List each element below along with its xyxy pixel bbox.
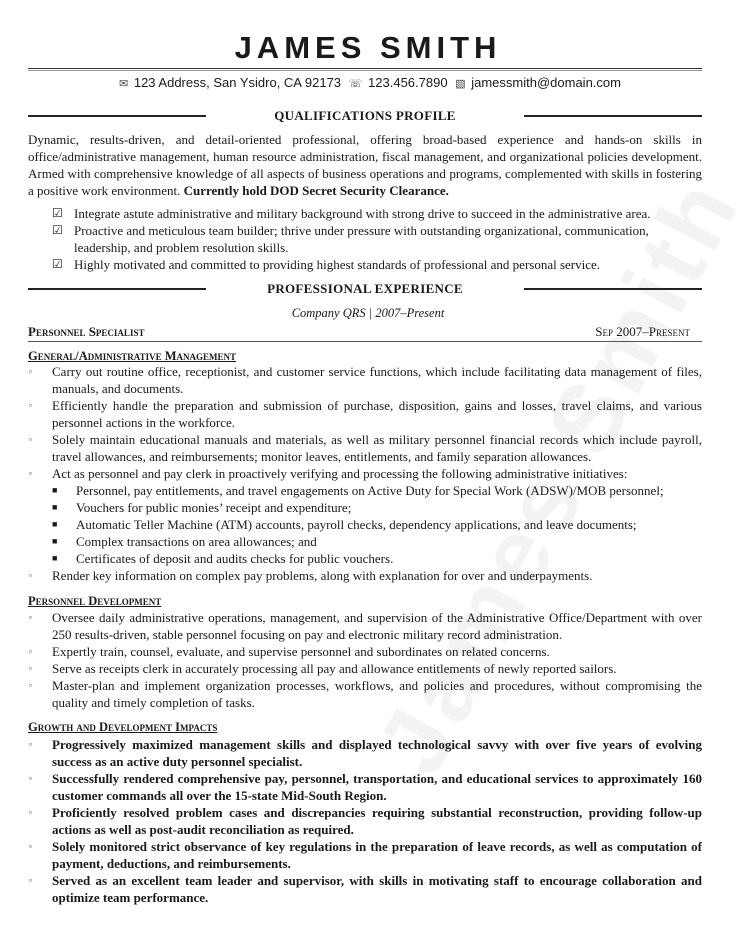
checkbox-icon: ☑ (52, 257, 63, 271)
phone: 123.456.7890 (368, 75, 448, 90)
envelope-icon: ✉ (119, 78, 129, 90)
administrative-initiatives-list (28, 482, 702, 567)
candidate-name: JAMES SMITH (234, 30, 502, 65)
list-item: ■ Vouchers for public monies’ receipt and expenditure; (52, 500, 352, 515)
square-bullet-icon: ▫ (29, 808, 32, 817)
qualifications-summary (28, 131, 702, 199)
general-management-last (28, 567, 702, 584)
list-item: ■ Complex transactions on area allowances; and (52, 534, 317, 549)
company-line: Company QRS | 2007–Present (291, 306, 445, 320)
general-management-bullets (28, 363, 702, 482)
list-item: ▫ Efficiently handle the preparation and submission of purchase, disposition, gains and losses, travel claims, and various personnel actions in the workforce. (29, 398, 702, 430)
summary-text: Dynamic, results-driven, and detail-oriented professional, offering broad-based experience and hands-on skills in office/administrative management, human resource administration, fiscal management, and organizational policies development. Armed with comprehensive knowledge of all aspects of business operations and programs, complemented with skills in fostering a positive work environment. (28, 132, 702, 198)
role-line (28, 324, 702, 342)
square-bullet-icon: ▫ (29, 401, 32, 410)
checkbox-icon: ☑ (52, 206, 63, 220)
list-item: ▫ Render key information on complex pay problems, along with explanation for over and underpayments. (29, 568, 593, 583)
square-bullet-icon: ▫ (29, 367, 32, 376)
contact-line (0, 74, 736, 93)
bullet-icon: ■ (52, 519, 58, 529)
square-bullet-icon: ▫ (29, 842, 32, 851)
name-divider-thin (28, 70, 702, 71)
square-bullet-icon: ▫ (29, 664, 32, 673)
list-item: ▫ Expertly train, counsel, evaluate, and supervise personnel and subordinates on related concerns. (29, 644, 550, 659)
name-divider (28, 68, 702, 69)
checkbox-icon: ☑ (52, 223, 63, 237)
list-item: ▫ Act as personnel and pay clerk in proactively verifying and processing the following administrative initiatives: (29, 466, 628, 481)
list-item: ■ Automatic Teller Machine (ATM) accounts, payroll checks, dependency applications, and leave documents; (52, 517, 637, 532)
job-dates: Sep 2007–Present (595, 324, 690, 339)
qualifications-heading (28, 106, 702, 126)
bullet-icon: ■ (52, 485, 58, 495)
square-bullet-icon: ▫ (29, 469, 32, 478)
square-bullet-icon: ▫ (29, 613, 32, 622)
list-item: ☑ Proactive and meticulous team builder; thrive under pressure with outstanding organizational, communication, leadership, and problem resolution skills. (52, 223, 649, 255)
experience-heading (28, 279, 702, 299)
list-item: ☑ Highly motivated and committed to providing highest standards of professional and personal service. (52, 257, 601, 272)
square-bullet-icon: ▫ (29, 876, 32, 885)
heading-rule-right (524, 288, 702, 290)
square-bullet-icon: ▫ (29, 435, 32, 444)
job-title: Personnel Specialist (28, 324, 145, 339)
list-item: ■ Certificates of deposit and audits checks for public vouchers. (52, 551, 394, 566)
list-item: ▫ Solely monitored strict observance of key regulations in the preparation of leave records, as well as computation of payment, deductions, and reimbursements. (29, 839, 702, 871)
list-item: ▫ Solely maintain educational manuals and materials, as well as military personnel financial records which include payroll, travel allowances, and reimbursements; monitor leaves, entitlements, and family separation allowances. (29, 432, 702, 464)
growth-impacts-bullets (28, 736, 702, 906)
bullet-icon: ■ (52, 536, 58, 546)
email[interactable]: jamessmith@domain.com (471, 75, 621, 90)
list-item: ▫ Oversee daily administrative operations, management, and supervision of the Administrative Office/Department with over 250 results-driven, stable personnel focusing on pay and electronic military record administration. (29, 610, 702, 642)
personnel-development-heading: Personnel Development (28, 594, 162, 608)
square-bullet-icon: ▫ (29, 774, 32, 783)
square-bullet-icon: ▫ (29, 740, 32, 749)
qualifications-title: QUALIFICATIONS PROFILE (274, 108, 456, 123)
growth-impacts-heading: Growth and Development Impacts (28, 720, 218, 734)
qualifications-bullets (28, 205, 702, 273)
square-bullet-icon: ▫ (29, 647, 32, 656)
phone-icon: ☏ (348, 78, 363, 90)
list-item: ▫ Carry out routine office, receptionist, and customer service functions, which include facilitating data management of files, manuals, and documents. (29, 364, 702, 396)
heading-rule-right (524, 115, 702, 117)
experience-title: PROFESSIONAL EXPERIENCE (267, 281, 463, 296)
list-item: ▫ Successfully rendered comprehensive pay, personnel, transportation, and educational services to approximately 160 customer commands all over the 15-state Mid-South Region. (29, 771, 702, 803)
list-item: ▫ Progressively maximized management skills and displayed technological savvy with over five years of evolving success as an active duty personnel specialist. (29, 737, 702, 769)
clearance-text: Currently hold DOD Secret Security Clearance. (183, 183, 449, 198)
list-item: ▫ Master-plan and implement organization processes, workflows, and policies and procedures, without compromising the quality and timely completion of tasks. (29, 678, 702, 710)
bullet-icon: ■ (52, 502, 58, 512)
computer-icon: ▧ (455, 78, 466, 90)
square-bullet-icon: ▫ (29, 571, 32, 580)
bullet-icon: ■ (52, 553, 58, 563)
address: 123 Address, San Ysidro, CA 92173 (133, 75, 342, 90)
list-item: ☑ Integrate astute administrative and military background with strong drive to succeed in the administrative area. (52, 206, 651, 221)
list-item: ▫ Serve as receipts clerk in accurately processing all pay and allowance entitlements of newly reported sailors. (29, 661, 617, 676)
list-item: ▫ Served as an excellent team leader and supervisor, with skills in motivating staff to encourage collaboration and optimize team performance. (29, 873, 702, 905)
general-management-heading: General/Administrative Management (28, 349, 237, 363)
personnel-development-bullets (28, 609, 702, 711)
list-item: ▫ Proficiently resolved problem cases and discrepancies requiring substantial reconstruction, providing follow-up actions as well as post-audit reconciliation as required. (29, 805, 702, 837)
list-item: ■ Personnel, pay entitlements, and travel engagements on Active Duty for Special Work (ADSW)/MOB personnel; (52, 483, 664, 498)
square-bullet-icon: ▫ (29, 681, 32, 690)
